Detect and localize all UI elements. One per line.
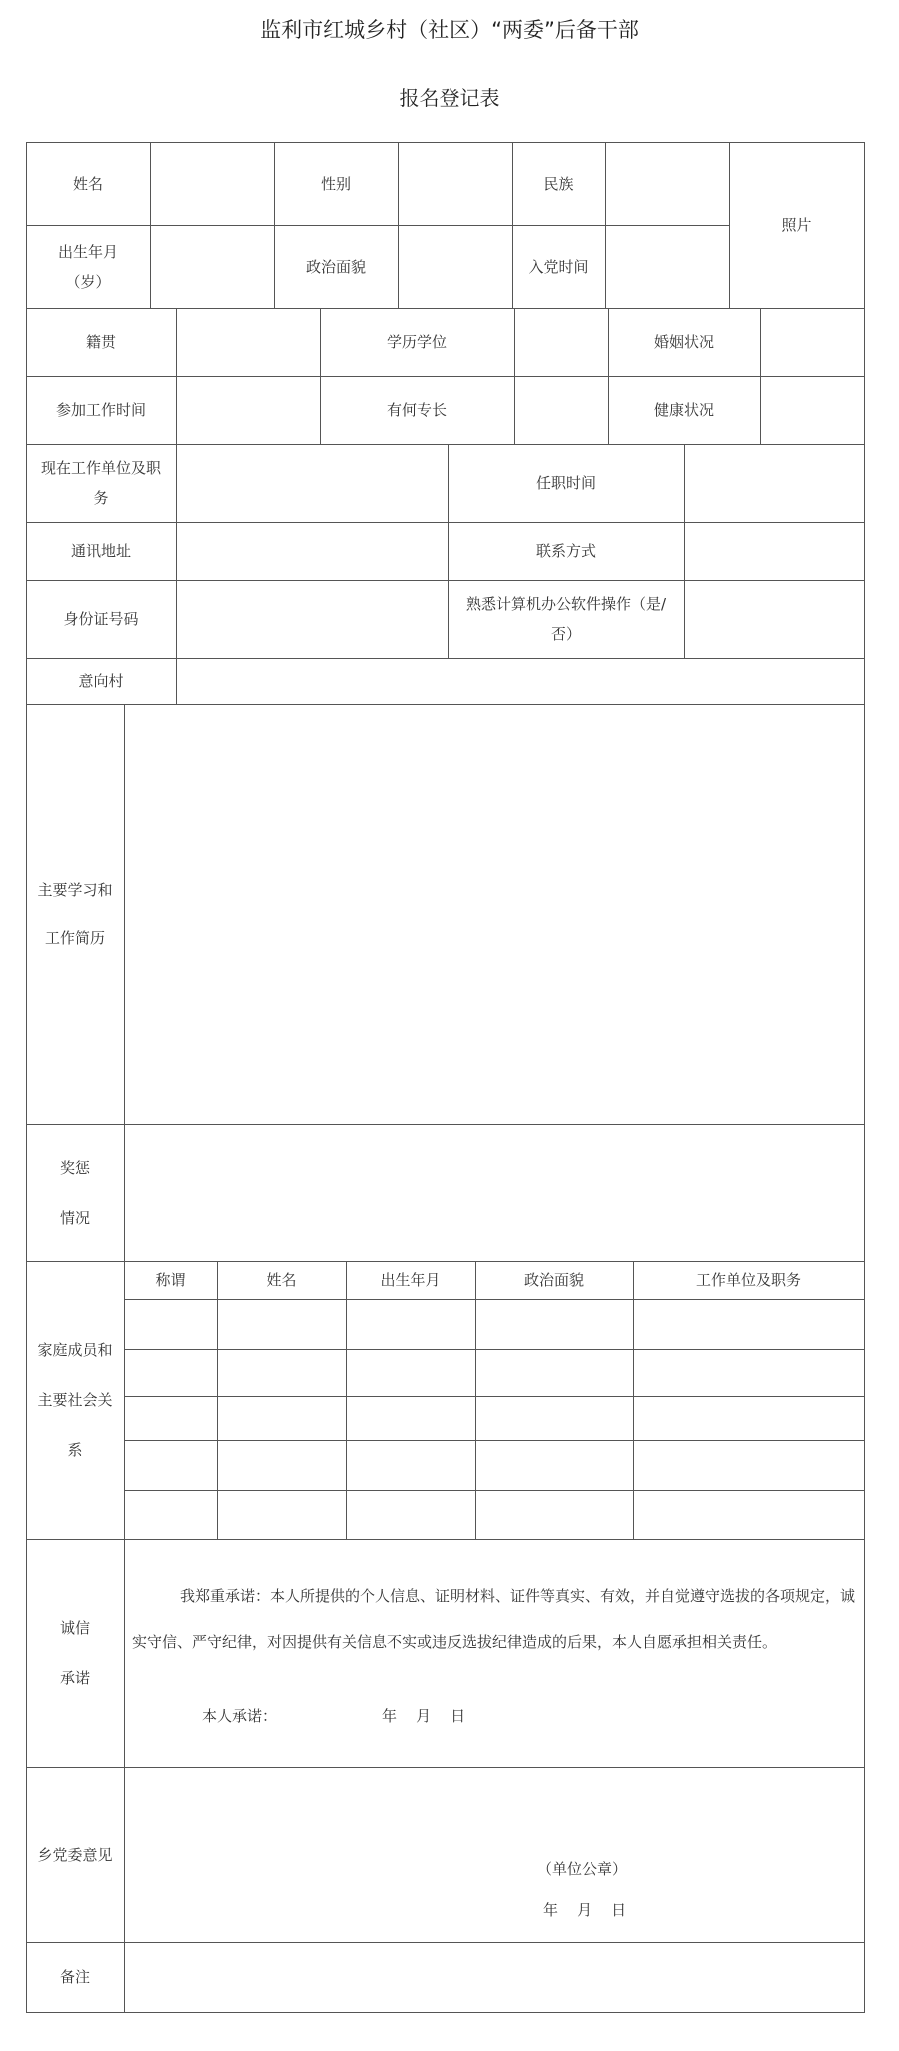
table-rule-horizontal: [124, 1299, 865, 1300]
label-resume: 主要学习和 工作简历: [37, 881, 113, 947]
input-work-start[interactable]: [176, 376, 320, 444]
table-rule-vertical: [633, 1261, 634, 1540]
table-rule-horizontal: [26, 1767, 865, 1768]
label-gender: 性别: [320, 174, 351, 193]
label-party-join-time: 入党时间: [528, 257, 589, 276]
input-contact[interactable]: [684, 522, 864, 580]
input-native-place[interactable]: [176, 308, 320, 376]
label-id-number: 身份证号码: [63, 610, 139, 628]
opinion-date: 年 月 日: [543, 1901, 627, 1919]
input-party-join-time[interactable]: [605, 225, 729, 308]
photo-box[interactable]: 照片: [781, 216, 812, 234]
table-rule-horizontal: [26, 2012, 865, 2013]
label-native-place: 籍贯: [85, 333, 116, 351]
table-rule-horizontal: [124, 1440, 865, 1441]
family-header-unit: 工作单位及职务: [695, 1271, 801, 1289]
input-awards[interactable]: [124, 1124, 864, 1261]
label-education: 学历学位: [386, 333, 447, 351]
label-village: 意向村: [78, 672, 124, 690]
input-appointment-time[interactable]: [684, 444, 864, 522]
input-remarks[interactable]: [124, 1942, 864, 2012]
label-awards: 奖惩 情况: [59, 1158, 90, 1227]
label-integrity: 诚信 承诺: [59, 1619, 90, 1687]
family-header-birth: 出生年月: [380, 1271, 441, 1289]
label-specialty: 有何专长: [386, 401, 447, 419]
label-family: 家庭成员和 主要社会关 系: [37, 1341, 113, 1459]
label-birth: 出生年月 （岁）: [57, 242, 118, 291]
table-rule-vertical: [217, 1261, 218, 1540]
input-education[interactable]: [514, 308, 608, 376]
input-village[interactable]: [176, 658, 864, 704]
label-political-status: 政治面貌: [305, 257, 366, 276]
label-remarks: 备注: [59, 1968, 90, 1986]
label-appointment-time: 任职时间: [535, 474, 596, 492]
input-specialty[interactable]: [514, 376, 608, 444]
table-rule-vertical: [475, 1261, 476, 1540]
table-rule-vertical: [346, 1261, 347, 1540]
input-gender[interactable]: [398, 142, 512, 225]
label-township-opinion: 乡党委意见: [37, 1845, 113, 1864]
input-id-number[interactable]: [176, 580, 448, 658]
label-work-start: 参加工作时间: [55, 401, 146, 419]
form-title: 监利市红城乡村（社区）“两委”后备干部: [260, 18, 639, 42]
label-computer-skill: 熟悉计算机办公软件操作（是/ 否）: [465, 595, 667, 643]
family-header-name: 姓名: [266, 1271, 297, 1289]
input-resume[interactable]: [124, 704, 864, 1124]
input-birth[interactable]: [150, 225, 274, 308]
family-header-political: 政治面貌: [523, 1271, 584, 1289]
label-marital: 婚姻状况: [653, 333, 714, 351]
pledge-text: 我郑重承诺：本人所提供的个人信息、证明材料、证件等真实、有效，并自觉遵守选拔的各项规定，诚实守信、严守纪律，对因提供有关信息不实或违反选拔纪律造成的后果，本人自愿承担相关责任。: [132, 1587, 856, 1651]
input-marital[interactable]: [760, 308, 864, 376]
input-current-unit[interactable]: [176, 444, 448, 522]
input-ethnicity[interactable]: [605, 142, 729, 225]
label-contact: 联系方式: [535, 542, 596, 560]
input-political-status[interactable]: [398, 225, 512, 308]
table-rule-horizontal: [124, 1490, 865, 1491]
label-name: 姓名: [72, 174, 103, 193]
table-rule-horizontal: [124, 1349, 865, 1350]
label-address: 通讯地址: [70, 542, 131, 560]
opinion-stamp: （单位公章）: [537, 1860, 628, 1878]
label-ethnicity: 民族: [543, 174, 574, 193]
input-address[interactable]: [176, 522, 448, 580]
label-health: 健康状况: [653, 401, 714, 419]
table-rule-horizontal: [26, 1539, 865, 1540]
table-rule-vertical: [864, 142, 865, 2013]
label-current-unit: 现在工作单位及职 务: [40, 459, 161, 507]
table-rule-horizontal: [124, 1396, 865, 1397]
family-header-relation: 称谓: [155, 1271, 186, 1289]
pledge-signature-label: 本人承诺：: [202, 1707, 278, 1725]
form-subtitle: 报名登记表: [399, 86, 500, 110]
input-computer-skill[interactable]: [684, 580, 864, 658]
pledge-date: 年 月 日: [382, 1707, 466, 1725]
input-name[interactable]: [150, 142, 274, 225]
input-health[interactable]: [760, 376, 864, 444]
